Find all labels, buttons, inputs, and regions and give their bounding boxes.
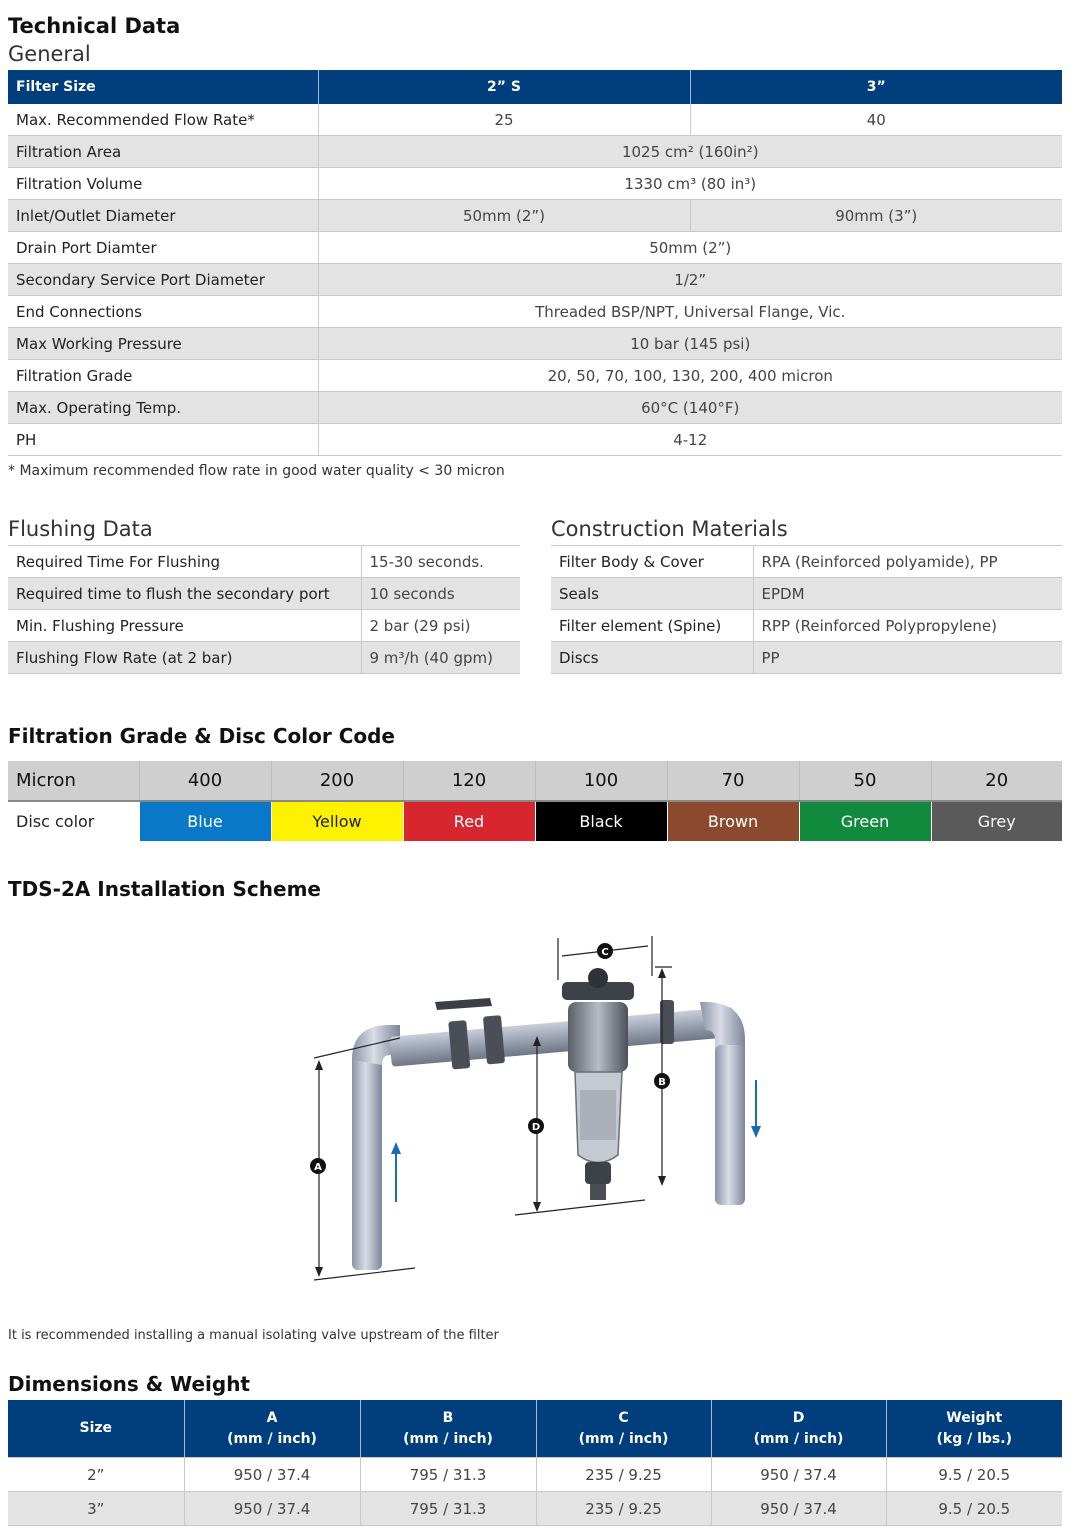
inlet-vertical-pipe — [352, 1055, 382, 1270]
micron-row — [8, 761, 1062, 801]
disc-color-swatch: Green — [799, 801, 931, 841]
construction-value: RPA (Reinforced polyamide), PP — [753, 546, 1062, 578]
general-row — [8, 104, 1062, 136]
general-row — [8, 296, 1062, 328]
micron-value: 70 — [667, 761, 799, 801]
general-row-label: End Connections — [8, 296, 318, 328]
outlet-elbow — [700, 1002, 745, 1050]
construction-label: Seals — [551, 578, 753, 610]
construction-value: EPDM — [753, 578, 1062, 610]
dimensions-cell: 950 / 37.4 — [711, 1458, 886, 1492]
construction-row — [551, 546, 1062, 578]
dim-a-arrow-top — [315, 1060, 323, 1070]
dimensions-header-unit: (mm / inch) — [753, 1430, 844, 1447]
general-row-label: Secondary Service Port Diameter — [8, 264, 318, 296]
dimensions-title: Dimensions & Weight — [8, 1372, 250, 1396]
dimensions-header-title: C — [618, 1409, 629, 1426]
dimensions-header-cell — [536, 1400, 711, 1458]
micron-value: 100 — [535, 761, 667, 801]
general-row-label: Filtration Grade — [8, 360, 318, 392]
dimensions-table — [8, 1400, 1062, 1526]
dimensions-header-cell — [184, 1400, 360, 1458]
construction-row — [551, 610, 1062, 642]
flushing-row — [8, 546, 520, 578]
dimensions-header-unit: (mm / inch) — [227, 1430, 317, 1447]
dimensions-cell: 9.5 / 20.5 — [886, 1492, 1062, 1526]
dimensions-header-title: A — [266, 1409, 278, 1426]
dim-a-arrow-bottom — [315, 1267, 323, 1277]
general-row — [8, 392, 1062, 424]
color-code-table — [8, 761, 1062, 841]
construction-table — [551, 545, 1062, 674]
dimensions-header-cell — [8, 1400, 184, 1458]
general-row-value: Threaded BSP/NPT, Universal Flange, Vic. — [318, 296, 1062, 328]
dimensions-header-row — [8, 1400, 1062, 1458]
disc-color-swatch: Red — [403, 801, 535, 841]
dimensions-header-unit: (mm / inch) — [578, 1430, 669, 1447]
dimensions-cell: 795 / 31.3 — [360, 1492, 536, 1526]
general-table — [8, 70, 1062, 456]
general-row-value: 1025 cm² (160in²) — [318, 136, 1062, 168]
dimensions-header-unit: (kg / lbs.) — [936, 1430, 1012, 1447]
disc-color-swatch: Yellow — [271, 801, 403, 841]
general-row-label: Filtration Area — [8, 136, 318, 168]
disc-color-swatch: Brown — [667, 801, 799, 841]
construction-value: RPP (Reinforced Polypropylene) — [753, 610, 1062, 642]
horizontal-pipe — [389, 1007, 735, 1067]
general-row-value: 60°C (140°F) — [318, 392, 1062, 424]
general-row — [8, 136, 1062, 168]
dim-b-arrow-bottom — [658, 1176, 666, 1186]
general-row-value: 20, 50, 70, 100, 130, 200, 400 micron — [318, 360, 1062, 392]
flushing-title: Flushing Data — [8, 517, 153, 541]
general-header-row — [8, 70, 1062, 104]
micron-value: 400 — [139, 761, 271, 801]
general-row-value-3: 90mm (3”) — [690, 200, 1062, 232]
general-row — [8, 168, 1062, 200]
filter-element — [580, 1090, 616, 1140]
micron-value: 50 — [799, 761, 931, 801]
dimensions-cell: 2” — [8, 1458, 184, 1492]
general-row — [8, 328, 1062, 360]
micron-label: Micron — [8, 761, 139, 801]
drain-port — [590, 1184, 606, 1200]
general-row-label: PH — [8, 424, 318, 456]
filter-handwheel — [588, 968, 608, 988]
disc-color-swatch: Black — [535, 801, 667, 841]
flushing-value: 10 seconds — [361, 578, 520, 610]
disc-color-swatch: Blue — [139, 801, 271, 841]
dimensions-cell: 9.5 / 20.5 — [886, 1458, 1062, 1492]
disc-color-row — [8, 801, 1062, 841]
scheme-title: TDS-2A Installation Scheme — [8, 877, 321, 901]
flushing-label: Min. Flushing Pressure — [8, 610, 361, 642]
construction-label: Filter element (Spine) — [551, 610, 753, 642]
flushing-value: 9 m³/h (40 gpm) — [361, 642, 520, 674]
disc-color-label: Disc color — [16, 812, 95, 831]
general-row-label: Inlet/Outlet Diameter — [8, 200, 318, 232]
filter-head — [568, 1002, 628, 1072]
dimensions-row — [8, 1492, 1062, 1526]
valve-handle — [435, 998, 492, 1010]
dim-c-label: C — [601, 947, 609, 958]
micron-value: 120 — [403, 761, 535, 801]
general-row-label: Drain Port Diamter — [8, 232, 318, 264]
technical-data-title: Technical Data — [8, 14, 181, 38]
filter-size-3: 3” — [690, 70, 1062, 104]
general-row — [8, 200, 1062, 232]
construction-row — [551, 578, 1062, 610]
drain-valve — [585, 1162, 611, 1184]
general-row-value: 4-12 — [318, 424, 1062, 456]
flow-out-arrow-head — [751, 1126, 761, 1138]
general-row — [8, 264, 1062, 296]
flushing-value: 2 bar (29 psi) — [361, 610, 520, 642]
dimensions-header-title: B — [442, 1409, 454, 1426]
dimensions-cell: 950 / 37.4 — [184, 1458, 360, 1492]
general-row-value-3: 40 — [690, 104, 1062, 136]
filter-size-label: Filter Size — [8, 70, 318, 104]
construction-label: Discs — [551, 642, 753, 674]
installation-diagram — [300, 930, 780, 1290]
general-row-value: 50mm (2”) — [318, 232, 1062, 264]
micron-value: 20 — [931, 761, 1062, 801]
general-row — [8, 360, 1062, 392]
general-row-label: Max. Recommended Flow Rate* — [8, 104, 318, 136]
construction-value: PP — [753, 642, 1062, 674]
dim-b-label: B — [658, 1077, 666, 1088]
dim-d-label: D — [531, 1122, 541, 1133]
construction-title: Construction Materials — [551, 517, 788, 541]
flushing-row — [8, 642, 520, 674]
flushing-row — [8, 578, 520, 610]
dimensions-cell: 3” — [8, 1492, 184, 1526]
flushing-row — [8, 610, 520, 642]
flow-footnote: * Maximum recommended flow rate in good water quality < 30 micron — [8, 463, 505, 479]
outlet-vertical-pipe — [715, 1045, 745, 1205]
dimensions-header-title: D — [792, 1409, 805, 1426]
general-row-value: 1330 cm³ (80 in³) — [318, 168, 1062, 200]
flushing-label: Flushing Flow Rate (at 2 bar) — [8, 642, 361, 674]
dimensions-header-unit: (mm / inch) — [403, 1430, 493, 1447]
dim-a-label: A — [314, 1162, 322, 1173]
scheme-note: It is recommended installing a manual isolating valve upstream of the filter — [8, 1328, 499, 1343]
flushing-label: Required time to flush the secondary port — [8, 578, 361, 610]
dimensions-cell: 235 / 9.25 — [536, 1458, 711, 1492]
general-row-value: 1/2” — [318, 264, 1062, 296]
dimensions-cell: 795 / 31.3 — [360, 1458, 536, 1492]
union-1 — [448, 1020, 470, 1069]
dimensions-header-title: Size — [79, 1420, 113, 1436]
grade-title: Filtration Grade & Disc Color Code — [8, 724, 395, 748]
general-row-label: Filtration Volume — [8, 168, 318, 200]
general-row — [8, 232, 1062, 264]
general-row — [8, 424, 1062, 456]
general-row-label: Max Working Pressure — [8, 328, 318, 360]
flushing-table — [8, 545, 520, 674]
dim-d-arrow-bottom — [533, 1202, 541, 1212]
disc-color-swatch: Grey — [931, 801, 1062, 841]
dimensions-cell: 950 / 37.4 — [184, 1492, 360, 1526]
flushing-value: 15-30 seconds. — [361, 546, 520, 578]
dimensions-header-title: Weight — [946, 1409, 1003, 1426]
general-row-value-2s: 25 — [318, 104, 690, 136]
dimensions-header-cell — [360, 1400, 536, 1458]
construction-label: Filter Body & Cover — [551, 546, 753, 578]
construction-row — [551, 642, 1062, 674]
flushing-label: Required Time For Flushing — [8, 546, 361, 578]
dim-b-arrow-top — [658, 968, 666, 978]
dimensions-header-cell — [886, 1400, 1062, 1458]
general-subtitle: General — [8, 42, 91, 66]
dimensions-cell: 950 / 37.4 — [711, 1492, 886, 1526]
filter-size-2s: 2” S — [318, 70, 690, 104]
dimensions-row — [8, 1458, 1062, 1492]
general-row-label: Max. Operating Temp. — [8, 392, 318, 424]
flow-in-arrow-head — [391, 1142, 401, 1154]
dimensions-cell: 235 / 9.25 — [536, 1492, 711, 1526]
general-row-value-2s: 50mm (2”) — [318, 200, 690, 232]
dimensions-header-cell — [711, 1400, 886, 1458]
general-row-value: 10 bar (145 psi) — [318, 328, 1062, 360]
micron-value: 200 — [271, 761, 403, 801]
